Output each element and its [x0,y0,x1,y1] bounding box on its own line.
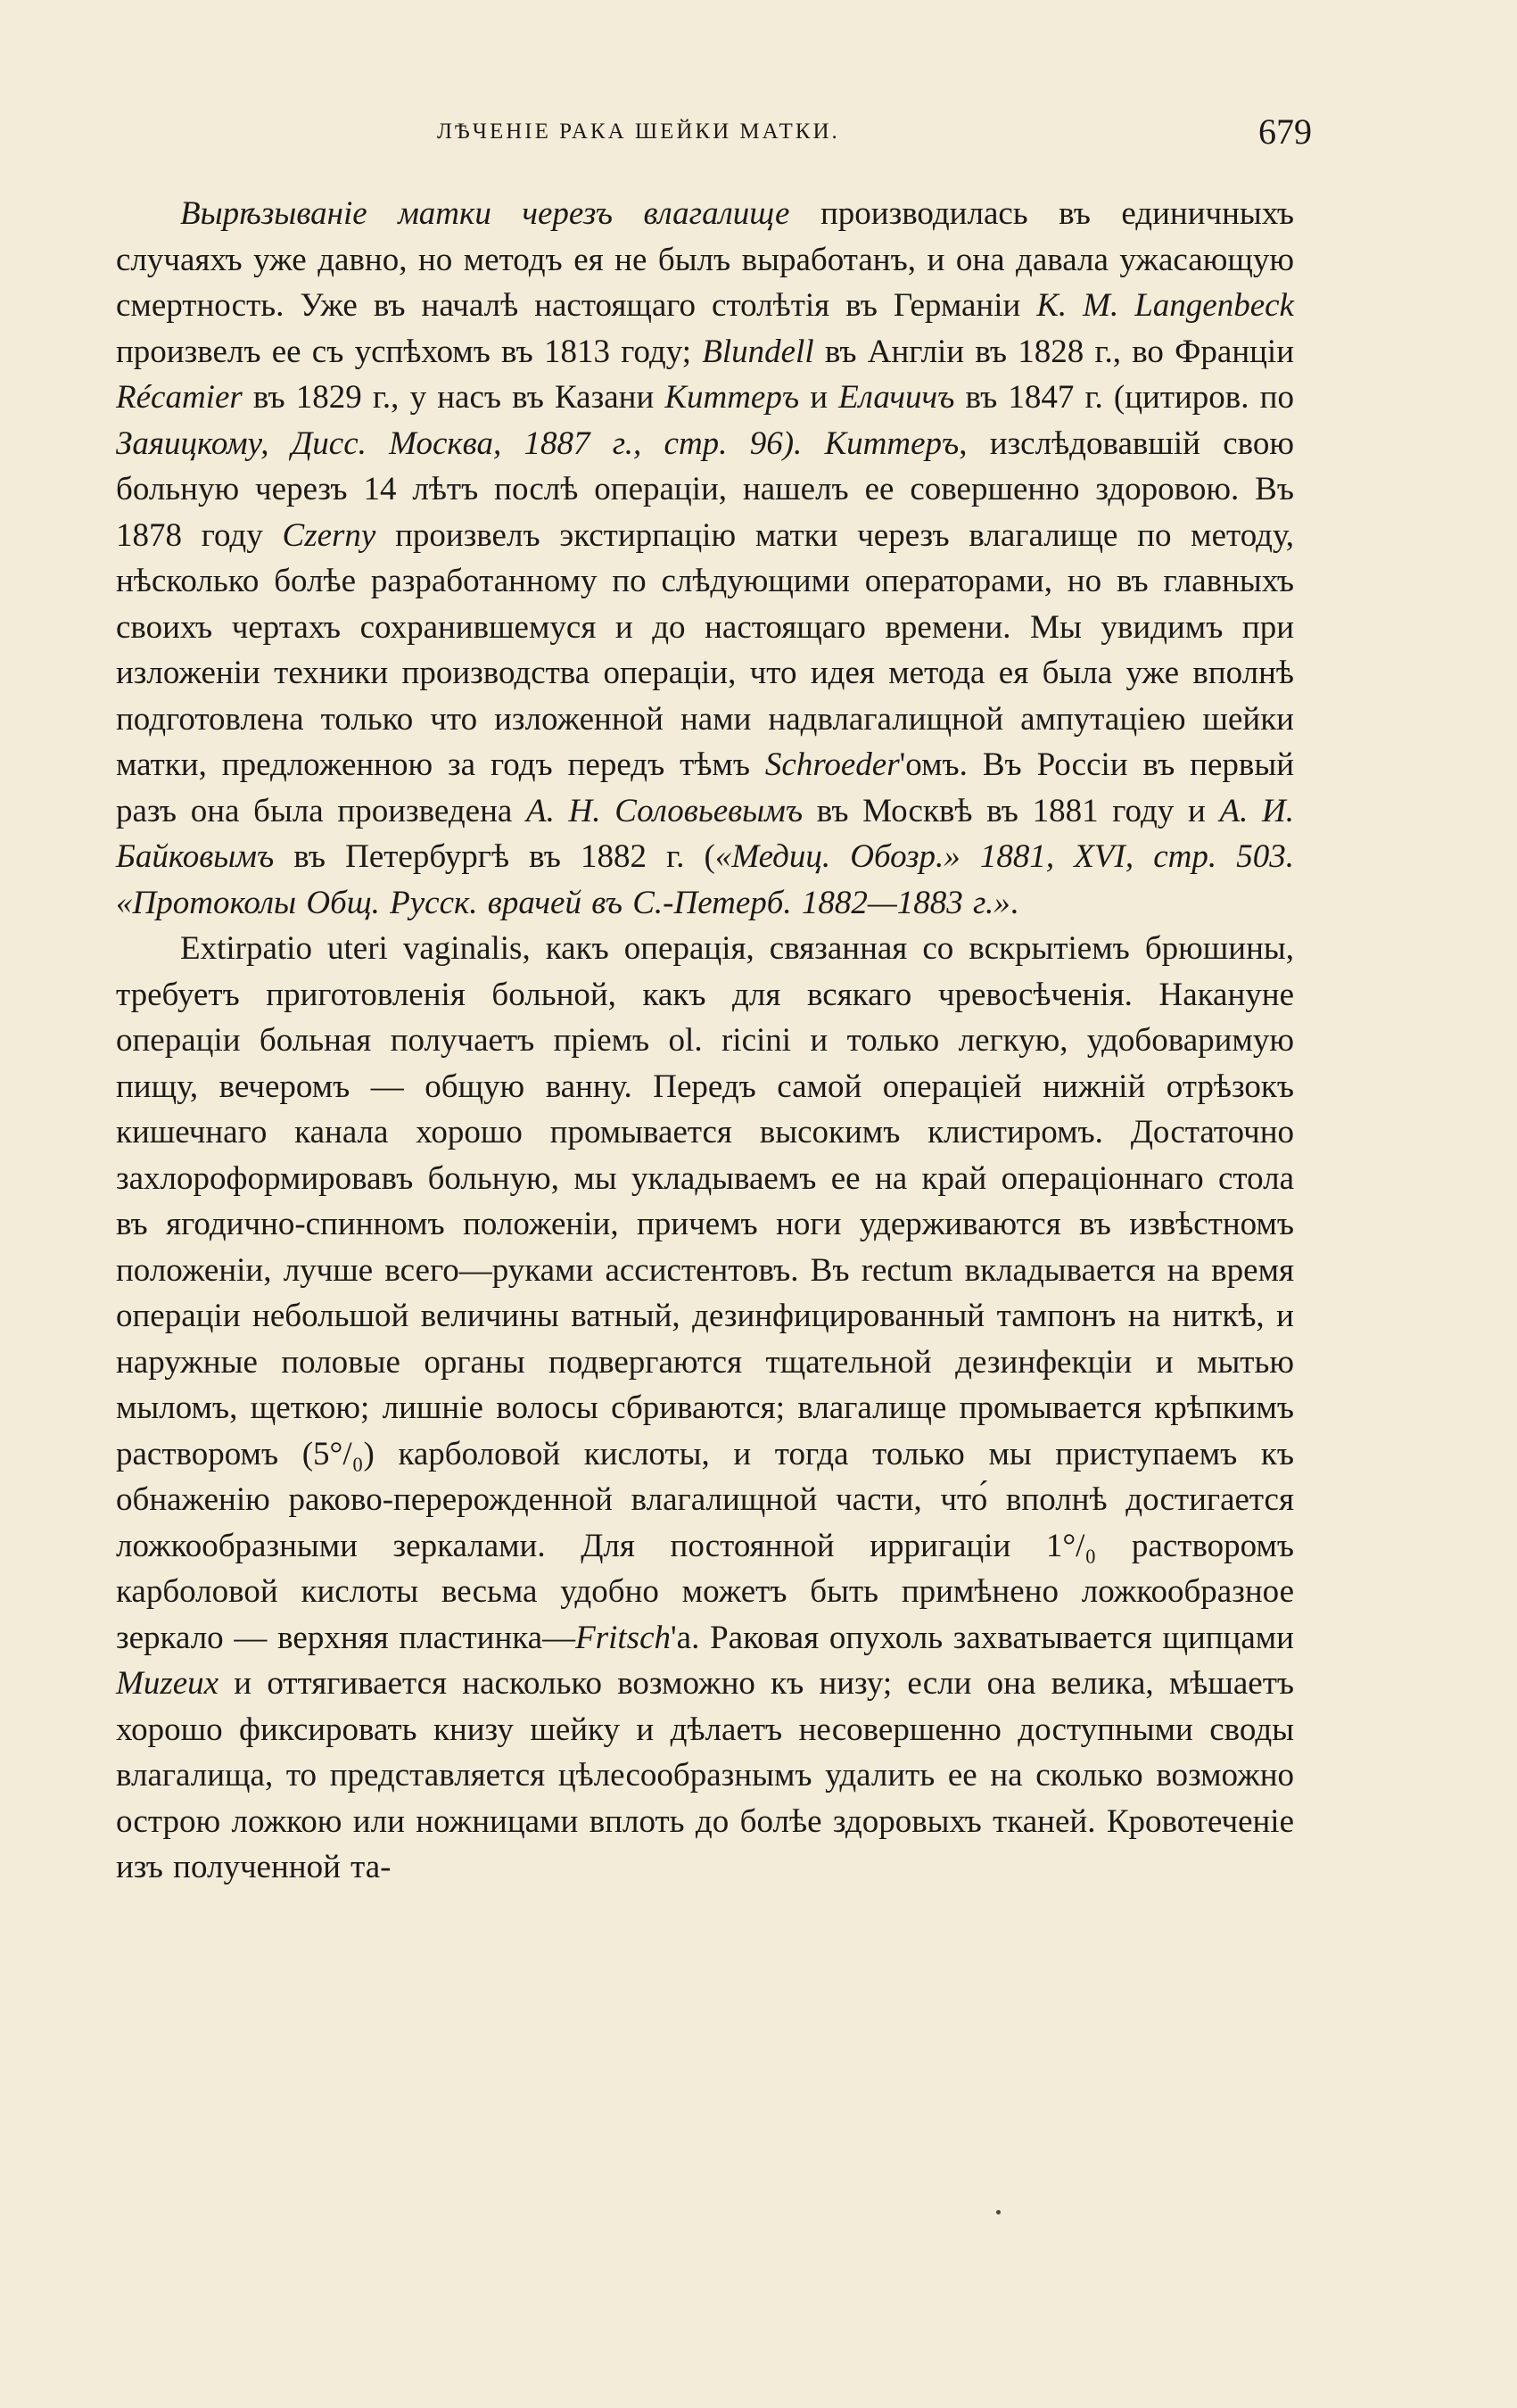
text-run: въ Москвѣ въ 1881 году и [803,792,1220,829]
italic-run: Récamier [116,379,243,416]
italic-run: Blundell [702,333,814,370]
text-run: производилась въ единичныхъ случаяхъ уже давно, но методъ ея не былъ выработанъ, и она давала ужасающую смертность. Уже въ началѣ настоящаго столѣтія въ Германіи [116,195,1294,324]
running-header [116,105,1312,159]
italic-run: А. И. Байковымъ [116,792,1295,875]
italic-run: Елачичъ [838,379,955,416]
text-run: въ Петербургѣ въ 1882 г. ( [274,838,715,875]
italic-run: Schroeder [764,746,900,783]
text-run: въ Англіи въ 1828 г., во Франціи [813,333,1294,370]
text-run: произвелъ ее съ успѣхомъ въ 1813 году; [116,333,703,370]
text-run: произвелъ экстирпацію матки черезъ влагалище по методу, нѣсколько болѣе разработанному по слѣдующими операторами, но въ главныхъ своихъ чертахъ сохранившемуся и до настоящаго времени. Мы увидимъ при изложеніи техники производства операціи, что идея метода ея была уже вполнѣ подготовлена только что изложенной нами надвлагалищной ампутаціею шейки матки, предложенною за годъ передъ тѣмъ [116,516,1295,783]
text-run [802,425,824,462]
italic-run: Киттеръ [824,425,960,462]
italic-run: Fritsch [575,1619,671,1656]
body-text [116,191,1294,1891]
running-title: ЛѢЧЕНІЕ РАКА ШЕЙКИ МАТКИ. [437,120,840,144]
text-run: въ 1847 г. (цитиров. по [954,379,1294,416]
text-run: 'а. Раковая опухоль захватывается щипцами [671,1619,1294,1656]
text-run: Extirpatio uteri vaginalis, какъ операція, связанная со вскрытіемъ брюшины, требуетъ приготовленія больной, какъ для всякаго чревосѣченія. Накануне операціи больная получаетъ пріемъ ol. ricini и только легкую, удобоваримую пищу, вечеромъ — общую ванну. Передъ самой операціей нижній отрѣзокъ кишечнаго канала хорошо промывается высокимъ клистиромъ. Достаточно захлороформировавъ больную, мы укладываемъ ее на край операціоннаго стола въ ягодично-спинномъ положеніи, причемъ ноги удерживаются въ извѣстномъ положеніи, лучше всего—руками ассистентовъ. Въ rectum вкладывается на время операціи небольшой величины ватный, дезинфицированный тампонъ на ниткѣ, и наружные половые органы подвергаются тщательной дезинфекціи и мытью мыломъ, щеткою; лишніе волосы сбриваются; влагалище промывается крѣпкимъ растворомъ (5°/₀) карболовой кислоты, и тогда только мы приступаемъ къ обнаженію раково-перерожденной влагалищной части, что́ вполнѣ достигается ложкообразными зеркалами. Для постоянной ирригаціи 1°/₀ растворомъ карболовой кислоты весьма удобно можетъ быть примѣнено ложкообразное зеркало — верхняя пластинка— [116,930,1294,1656]
italic-run: «Медиц. Обозр.» 1881, XVI, стр. 503. «Протоколы Общ. Русск. врачей въ С.-Петерб. 1882—1883 г.» [116,838,1294,921]
paragraph-vaginal-hysterectomy-history [116,191,1294,926]
italic-run: Киттеръ [664,379,800,416]
text-run: , изслѣдовавшій свою больную черезъ 14 лѣтъ послѣ операціи, нашелъ ее совершенно здоровою. Въ 1878 году [116,425,1294,554]
italic-run: Czerny [282,516,376,554]
italic-run: А. Н. Соловьевымъ [526,792,804,829]
italic-run: К. М. Langenbeck [1036,287,1294,324]
paragraph-operation-preparation [116,926,1294,1891]
page-number: 679 [1258,111,1312,152]
italic-run: Заяицкому, Дисс. Москва, 1887 г., стр. 96). [116,425,803,462]
text-run: . [1010,884,1018,921]
text-run: и [799,379,839,416]
print-speck [996,2210,1001,2214]
text-run: въ 1829 г., у насъ въ Казани [242,379,665,416]
italic-run: Muzeux [116,1665,219,1702]
text-run: 'омъ. Въ Россіи въ первый разъ она была произведена [116,746,1294,829]
italic-run: Вырѣзываніе матки черезъ влагалище [180,195,790,232]
text-run: и оттягивается насколько возможно къ низу; если она велика, мѣшаетъ хорошо фиксировать книзу шейку и дѣлаетъ несовершенно доступными своды влагалища, то представляется цѣлесообразнымъ удалить ее на сколько возможно острою ложкою или ножницами вплоть до болѣе здоровыхъ тканей. Кровотеченіе изъ полученной та- [116,1665,1294,1885]
